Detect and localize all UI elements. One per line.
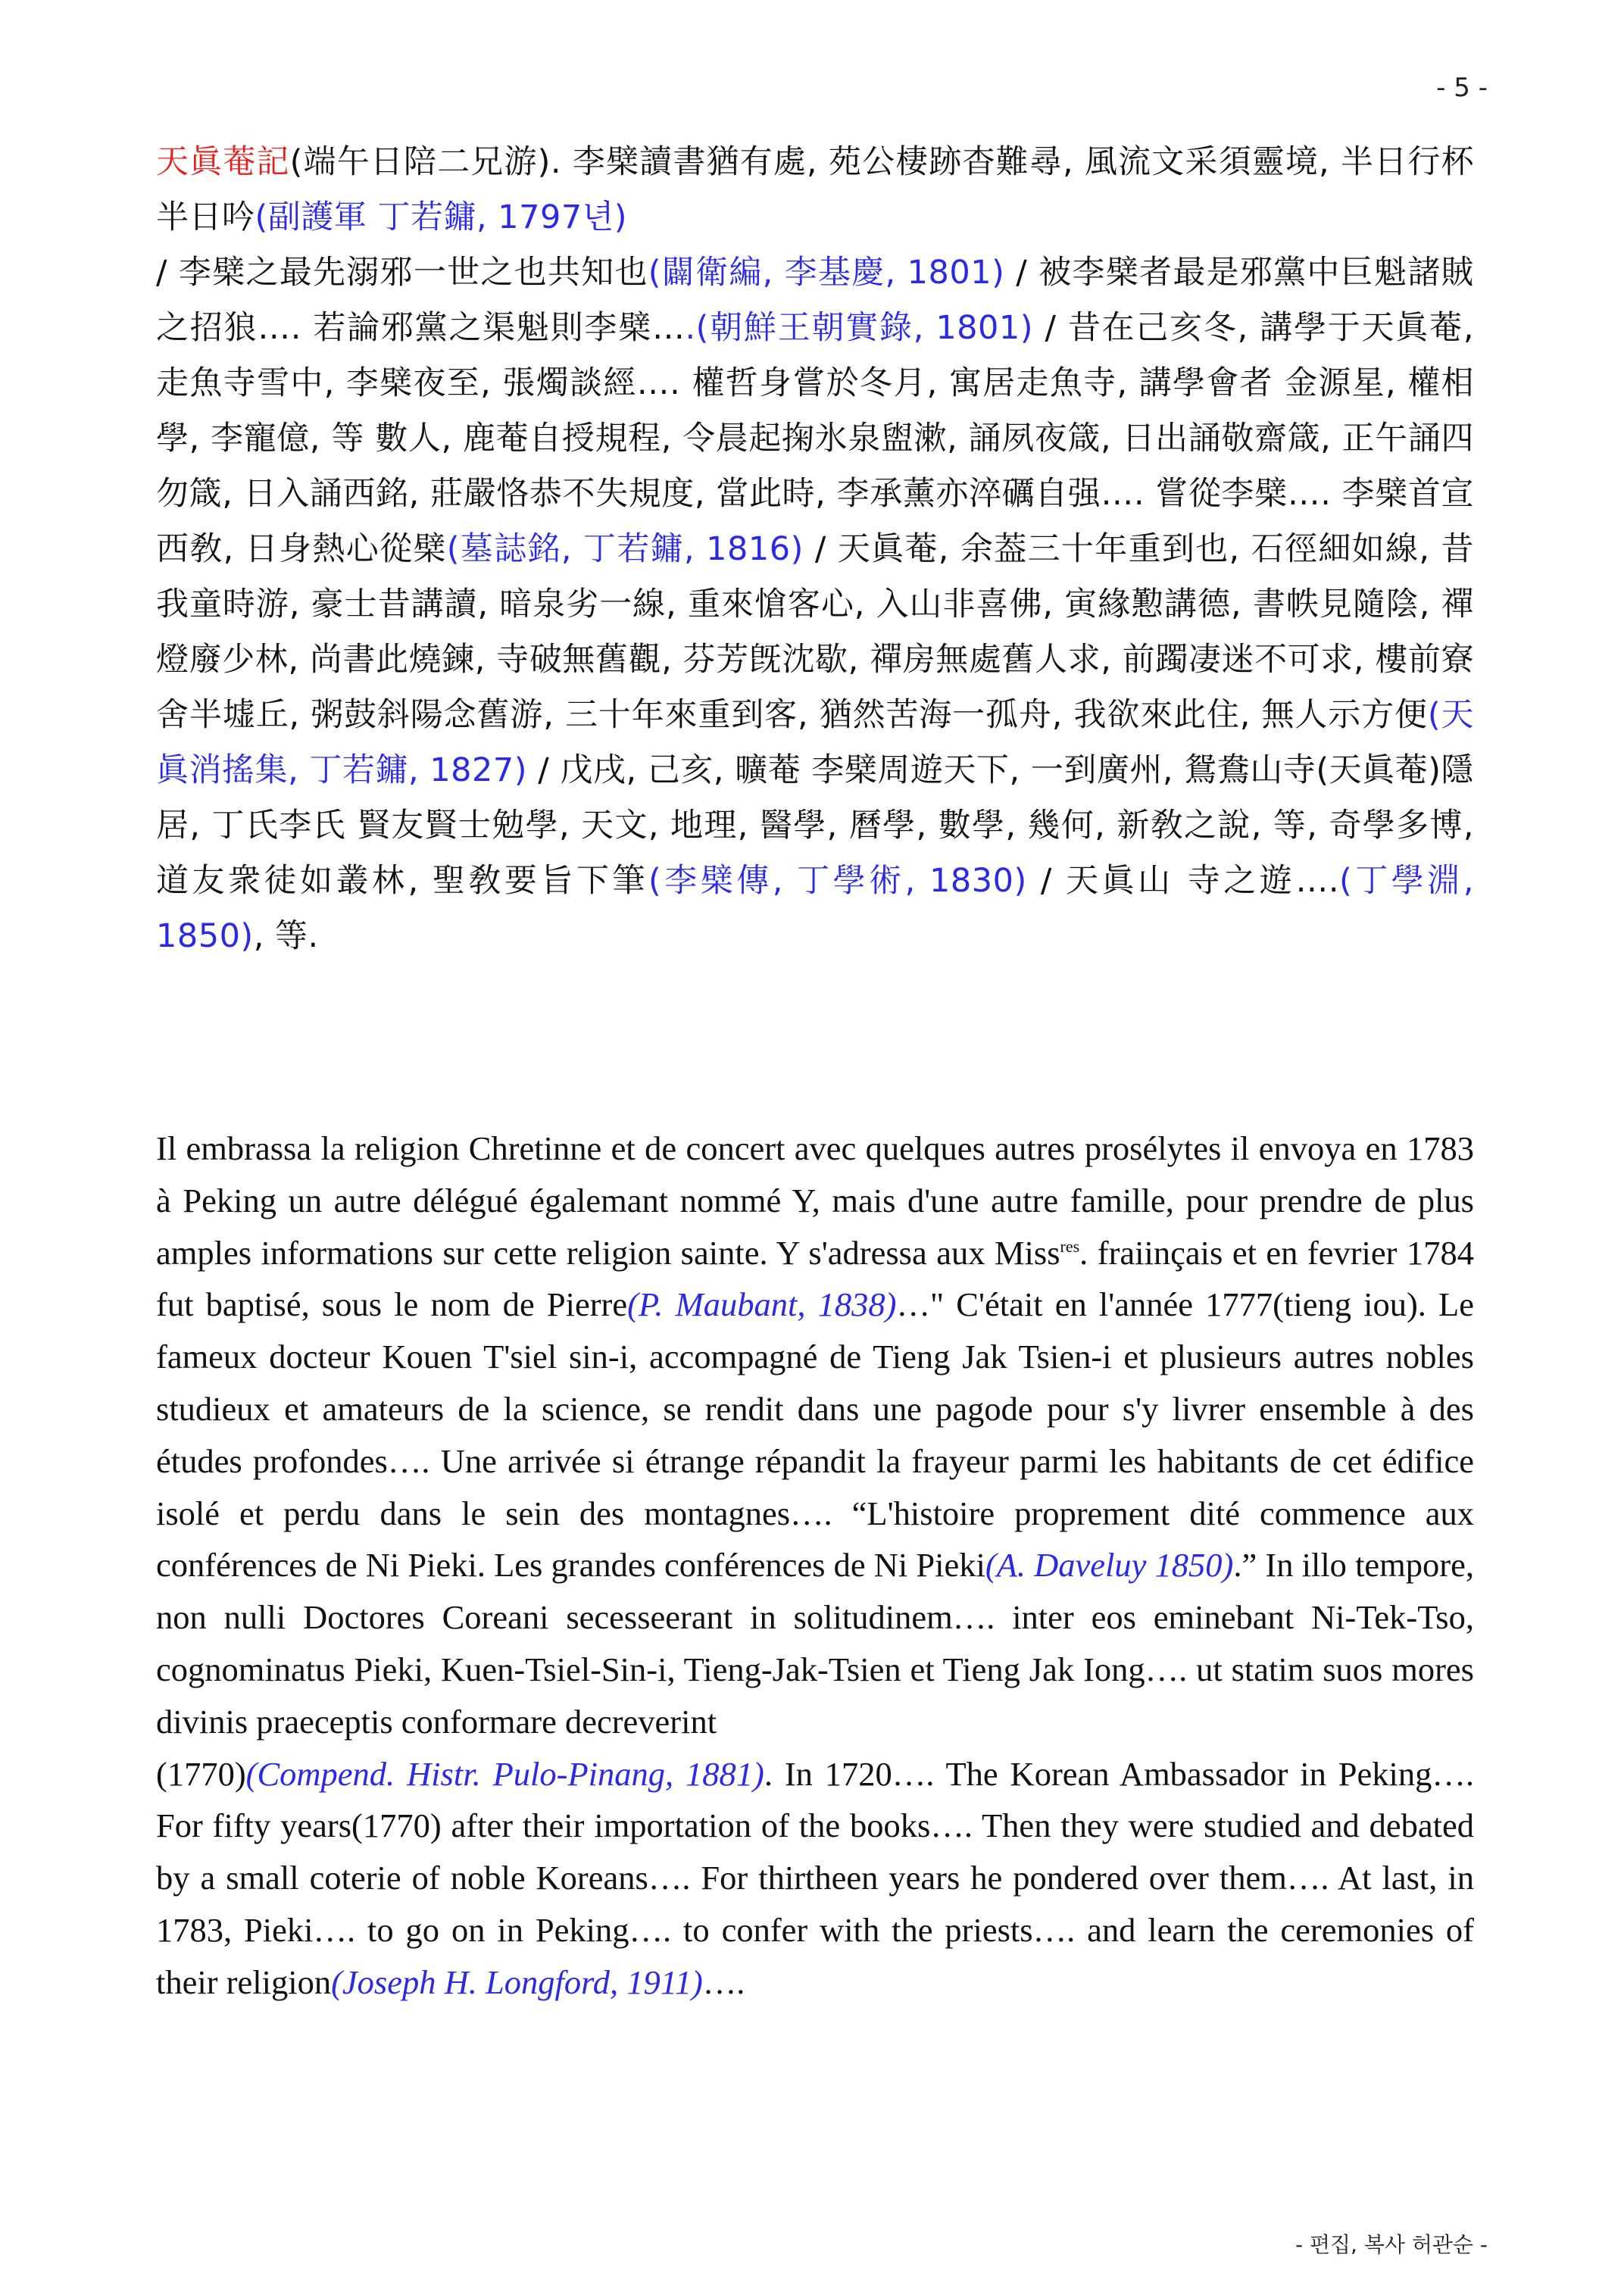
quote-text: .” In illo tempore, non nulli Doctores Coreani secesseerant in solitudinem…. inter eos eminebant Ni-Tek-Tso, cognominatus Pieki, Kuen-Tsiel-Sin-i, Tieng-Jak-Tsien et Tieng Jak Iong…. ut statim suos mores divinis praeceptis conformare decreverint [156,1546,1474,1741]
superscript: res [1060,1236,1080,1256]
footer-credit: - 편집, 복사 허관순 - [1295,2232,1488,2257]
quote-text: …" C'était en l'année 1777(tieng iou). Le fameux docteur Kouen T'siel sin-i, accompagné de Tieng Jak Tsien-i et plusieurs autres nobles studieux et amateurs de la science, se rendit dans une pagode pour s'y livrer ensemble à des études profondes…. Une arrivée si étrange répandit la frayeur parmi les habitants de cet édifice isolé et perdu dans le sein des montagnes…. “L'histoire proprement dité commence aux conférences de Ni Pieki. Les grandes conférences de Ni Pieki [156,1285,1474,1585]
citation: (A. Daveluy 1850) [985,1546,1234,1585]
citation: .(朝鮮王朝實錄, 1801) [685,309,1034,347]
citation: (副護軍 丁若鏞, 1797년) [255,198,628,236]
citation: (天眞消搖集, 丁若鏞, 1827) [156,696,1475,789]
quote-text: / 被李檗者最是邪黨中巨魁諸賊之招狼…. 若論邪黨之渠魁則李檗… [156,254,1474,347]
quote-text: / 天眞山 寺之遊…. [1026,862,1339,900]
citation: (李檗傳, 丁學術, 1830) [648,862,1027,900]
quote-text: (端午日陪二兄游). 李檗讀書猶有處, 苑公棲跡杳難尋, 風流文采須靈境, 半日行杯半日吟 [156,143,1474,236]
citation: (Compend. Histr. Pulo-Pinang, 1881) [245,1754,764,1793]
quote-text: , 等. [253,917,319,955]
quote-text: . In 1720…. The Korean Ambassador in Peking…. For fifty years(1770) after their importation of the books…. Then they were studied and debated by a small coterie of noble Koreans…. For thirtheen years he pondered over them…. At last, in 1783, Pieki…. to go on in Peking…. to confer with the priests…. and learn the ceremonies of their religion [156,1754,1475,2001]
page-number: - 5 - [1436,73,1488,103]
citation: (丁學淵, 1850) [156,862,1474,955]
quote-text: / 李檗之最先溺邪一世之也共知也 [156,254,648,292]
western-quotations [156,1123,1474,2009]
quote-text: …. [702,1962,745,2001]
quote-text: . fraiinçais et en fevrier 1784 fut baptisé, sous le nom de Pierre [156,1233,1474,1324]
quote-text: / 天眞菴, 余葢三十年重到也, 石徑細如線, 昔我童時游, 豪士昔講讀, 暗泉劣一線, 重來愴客心, 入山非喜佛, 寅緣懃講德, 書帙見隨陰, 禪燈廢少林, 尚書此燒鍊, 寺破無舊觀, 芬芳旣沈歇, 禪房無處舊人求, 前躅凄迷不可求, 樓前寮舍半墟丘, 粥鼓斜陽念舊游, 三十年來重到客, 猶然苦海一孤舟, 我欲來此住, 無人示方便 [156,530,1474,734]
citation: (Joseph H. Longford, 1911) [331,1962,703,2001]
quote-text: Il embrassa la religion Chretinne et de concert avec quelques autres prosélytes il envoya en 1783 à Peking un autre délégué égalemant nommé Y, mais d'une autre famille, pour prendre de plus amples informations sur cette religion sainte. Y s'adressa aux Miss [156,1129,1474,1272]
classical-chinese-quotations [156,135,1474,964]
citation: (墓誌銘, 丁若鏞, 1816) [446,530,804,568]
citation: (P. Maubant, 1838) [627,1285,897,1324]
poem-title: 天眞菴記 [156,143,290,181]
citation: (闢衛編, 李基慶, 1801) [648,254,1005,292]
quote-text: / 戊戌, 己亥, 曠菴 李檗周遊天下, 一到廣州, 鴛鴦山寺(天眞菴)隱居, 丁氏李氏 賢友賢士勉學, 天文, 地理, 醫學, 曆學, 數學, 幾何, 新敎之說, 等, 奇學多博, 道友衆徒如叢林, 聖敎要旨下筆 [156,751,1474,900]
quote-text: / 昔在己亥冬, 講學于天眞菴, 走魚寺雪中, 李檗夜至, 張燭談經…. 權哲身嘗於冬月, 寓居走魚寺, 講學會者 金源星, 權相學, 李寵億, 等 數人, 鹿菴自授規程, 令晨起掬氷泉盥漱, 誦夙夜箴, 日出誦敬齋箴, 正午誦四勿箴, 日入誦西銘, 莊嚴恪恭不失規度, 當此時, 李承薰亦淬礪自强…. 嘗從李檗…. 李檗首宣西敎, 日身熱心從檗 [156,309,1474,568]
quote-text: (1770) [156,1754,246,1793]
